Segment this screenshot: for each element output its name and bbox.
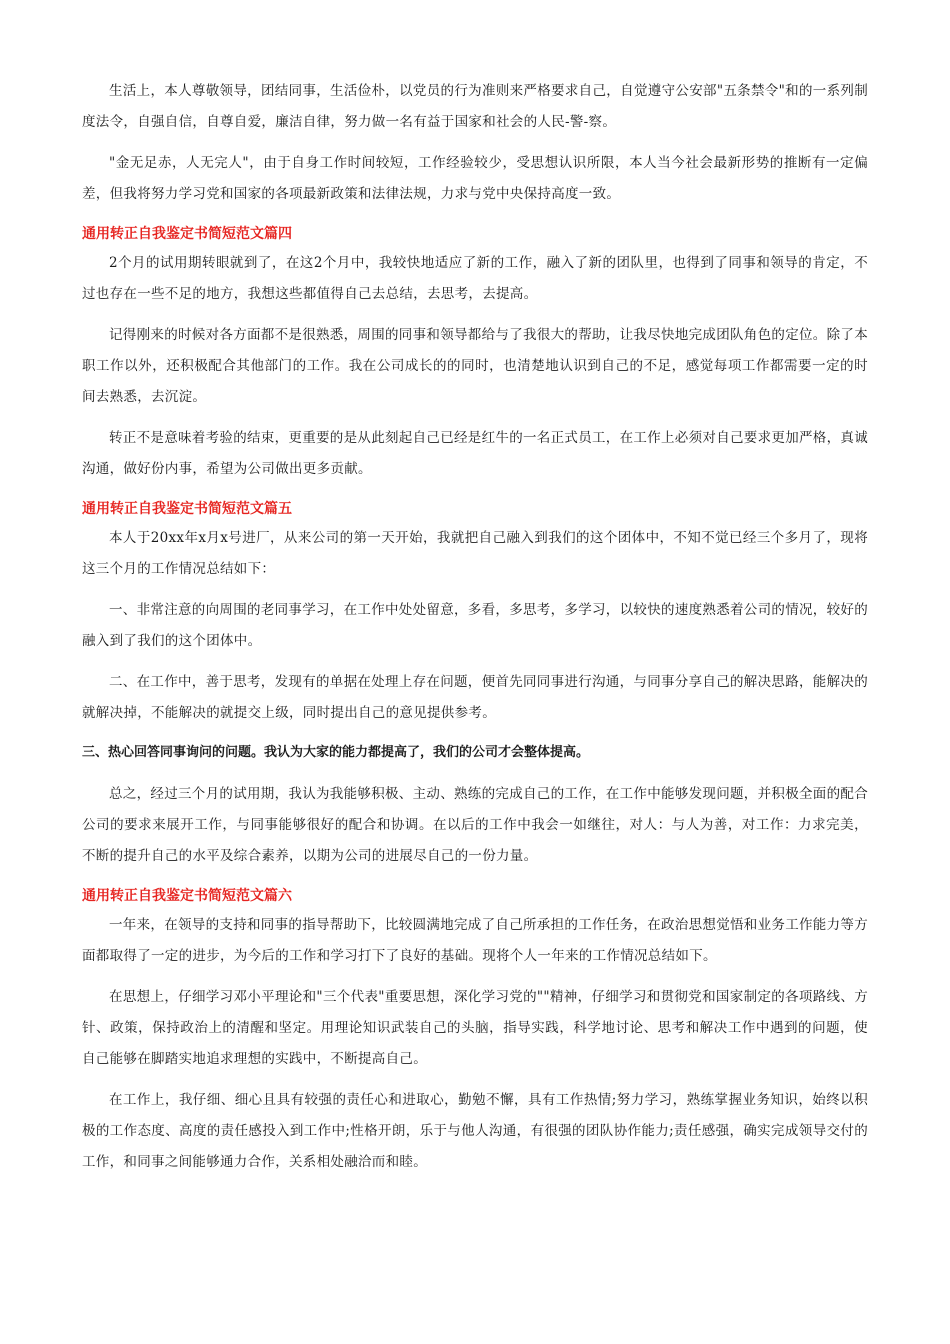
paragraph-year-review: 一年来，在领导的支持和同事的指导帮助下，比较圆满地完成了自己所承担的工作任务，在政治思想觉悟和业务工作能力等方面都取得了一定的进步，为今后的工作和学习打下了良好的基础。现将个人一年来的工作情况总结如下。 [82, 917, 868, 964]
paragraph-confirmation: 转正不是意味着考验的结束，更重要的是从此刻起自己已经是红牛的一名正式员工，在工作上必须对自己要求更加严格，真诚沟通，做好份内事，希望为公司做出更多贡献。 [82, 430, 868, 477]
paragraph-work: 在工作上，我仔细、细心且具有较强的责任心和进取心，勤勉不懈，具有工作热情;努力学习，熟练掌握业务知识，始终以积极的工作态度、高度的责任感投入到工作中;性格开朗，乐于与他人沟通，有很强的团队协作能力;责任感强，确实完成领导交付的工作，和同事之间能够通力合作，关系相处融洽而和睦。 [82, 1092, 868, 1170]
document-page [82, 76, 868, 1188]
paragraph-joined: 本人于20xx年x月x号进厂，从来公司的第一天开始，我就把自己融入到我们的这个团体中，不知不觉已经三个多月了，现将这三个月的工作情况总结如下： [82, 530, 868, 577]
paragraph-life: 生活上，本人尊敬领导，团结同事，生活俭朴，以党员的行为准则来严格要求自己，自觉遵守公安部"五条禁令"和的一系列制度法令，自强自信，自尊自爱，廉洁自律，努力做一名有益于国家和社会的人民-警-察。 [82, 83, 868, 130]
paragraph-trial-period: 2个月的试用期转眼就到了，在这2个月中，我较快地适应了新的工作，融入了新的团队里，也得到了同事和领导的肯定，不过也存在一些不足的地方，我想这些都值得自己去总结，去思考，去提高。 [82, 255, 868, 302]
paragraph-point-one: 一、非常注意的向周围的老同事学习，在工作中处处留意，多看，多思考，多学习，以较快的速度熟悉着公司的情况，较好的融入到了我们的这个团体中。 [82, 602, 868, 649]
paragraph-ideology: 在思想上，仔细学习邓小平理论和"三个代表"重要思想，深化学习党的""精神，仔细学习和贯彻党和国家制定的各项路线、方针、政策，保持政治上的清醒和坚定。用理论知识武装自己的头脑，指导实践，科学地讨论、思考和解决工作中遇到的问题，使自己能够在脚踏实地追求理想的实践中，不断提高自己。 [82, 989, 868, 1067]
paragraph-point-three: 三、热心回答同事询问的问题。我认为大家的能力都提高了，我们的公司才会整体提高。 [82, 745, 590, 760]
paragraph-nobody-perfect: "金无足赤，人无完人"，由于自身工作时间较短，工作经验较少，受思想认识所限，本人当今社会最新形势的推断有一定偏差，但我将努力学习党和国家的各项最新政策和法律法规，力求与党中央保持高度一致。 [82, 155, 868, 202]
paragraph-summary: 总之，经过三个月的试用期，我认为我能够积极、主动、熟练的完成自己的工作，在工作中能够发现问题，并积极全面的配合公司的要求来展开工作，与同事能够很好的配合和协调。在以后的工作中我会一如继往，对人：与人为善，对工作：力求完美，不断的提升自己的水平及综合素养，以期为公司的进展尽自己的一份力量。 [82, 786, 868, 864]
section-heading-4: 通用转正自我鉴定书简短范文篇四 [82, 226, 292, 242]
paragraph-point-two: 二、在工作中，善于思考，发现有的单据在处理上存在问题，便首先同同事进行沟通，与同事分享自己的解决思路，能解决的就解决掉，不能解决的就提交上级，同时提出自己的意见提供参考。 [82, 674, 868, 721]
section-heading-6: 通用转正自我鉴定书简短范文篇六 [82, 888, 292, 904]
paragraph-first-days: 记得刚来的时候对各方面都不是很熟悉，周围的同事和领导都给与了我很大的帮助，让我尽快地完成团队角色的定位。除了本职工作以外，还积极配合其他部门的工作。我在公司成长的的同时，也清楚地认识到自己的不足，感觉每项工作都需要一定的时间去熟悉，去沉淀。 [82, 327, 868, 405]
section-heading-5: 通用转正自我鉴定书简短范文篇五 [82, 501, 292, 517]
